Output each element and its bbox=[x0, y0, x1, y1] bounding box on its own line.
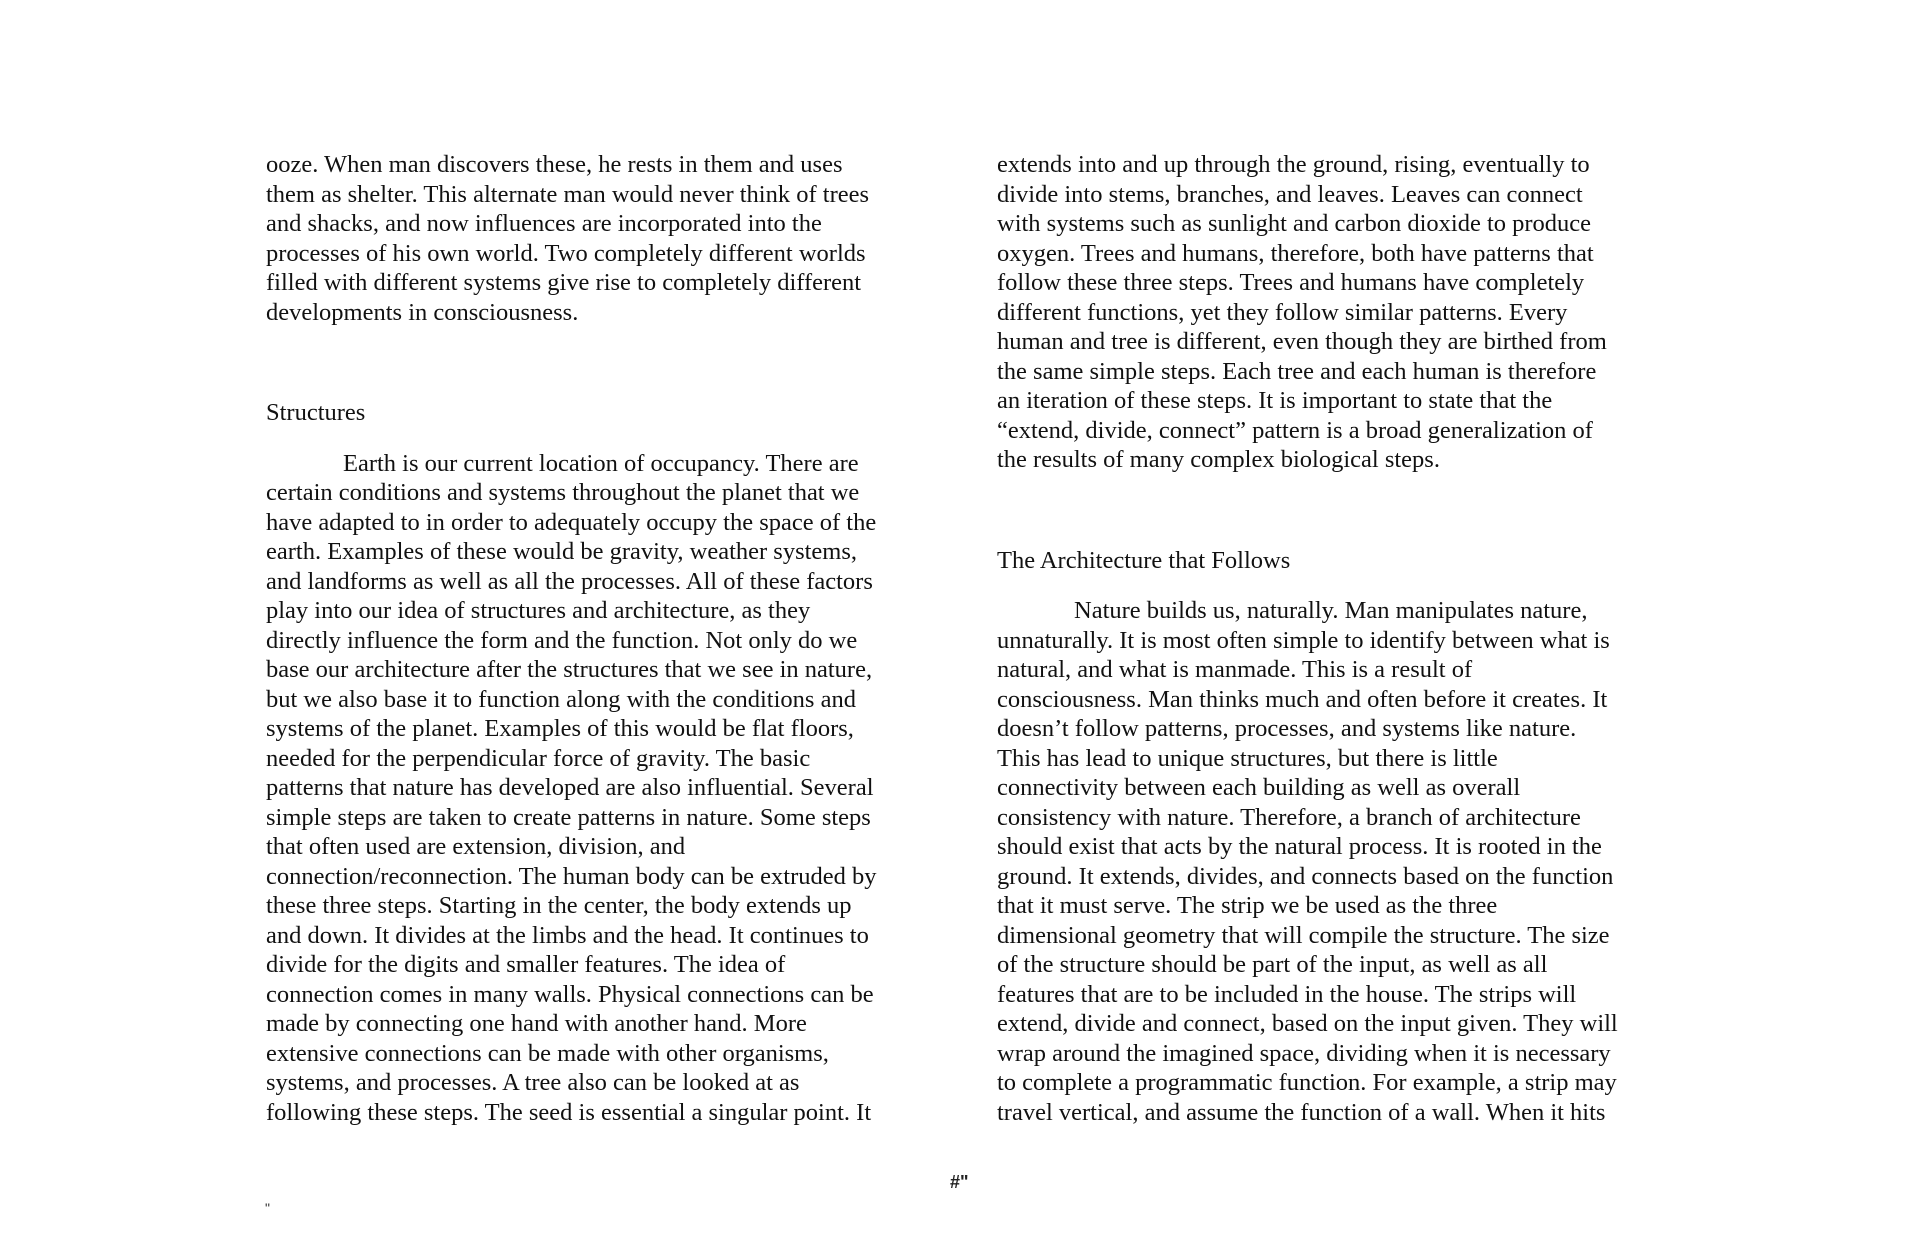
text-line: should exist that acts by the natural process. It is rooted in the bbox=[997, 833, 1602, 860]
text-line: extensive connections can be made with other organisms, bbox=[266, 1039, 829, 1067]
heading-spacer bbox=[266, 428, 916, 449]
structures-body-paragraph bbox=[266, 449, 916, 1128]
text-line: to complete a programmatic function. For example, a strip may bbox=[997, 1069, 1617, 1096]
text-line: wrap around the imagined space, dividing when it is necessary bbox=[997, 1039, 1611, 1067]
text-line: divide into stems, branches, and leaves. Leaves can connect bbox=[997, 180, 1583, 208]
text-line: directly influence the form and the function. Not only do we bbox=[266, 626, 858, 654]
text-line: earth. Examples of these would be gravity, weather systems, bbox=[266, 538, 858, 565]
heading-spacer bbox=[997, 575, 1663, 596]
text-line: patterns that nature has developed are also influential. Several bbox=[266, 774, 874, 801]
text-line: of the structure should be part of the input, as well as all bbox=[997, 951, 1548, 978]
text-line: simple steps are taken to create patterns in nature. Some steps bbox=[266, 803, 871, 831]
text-line: unnaturally. It is most often simple to identify between what is bbox=[997, 626, 1610, 654]
text-line: systems, and processes. A tree also can be looked at as bbox=[266, 1069, 800, 1096]
text-line: connection comes in many walls. Physical connections can be bbox=[266, 980, 874, 1008]
text-line: that it must serve. The strip we be used as the three bbox=[997, 892, 1498, 919]
text-line: features that are to be included in the house. The strips will bbox=[997, 980, 1577, 1008]
text-line: and landforms as well as all the processes. All of these factors bbox=[266, 567, 873, 595]
text-line: base our architecture after the structures that we see in nature, bbox=[266, 656, 873, 683]
architecture-body-paragraph bbox=[997, 596, 1663, 1127]
text-line: consistency with nature. Therefore, a branch of architecture bbox=[997, 803, 1581, 831]
text-line: developments in consciousness. bbox=[266, 298, 579, 326]
text-line: travel vertical, and assume the function of a wall. When it hits bbox=[997, 1098, 1606, 1126]
text-line: that often used are extension, division, and bbox=[266, 833, 686, 860]
text-line: consciousness. Man thinks much and often before it creates. It bbox=[997, 685, 1608, 713]
text-line: connectivity between each building as well as overall bbox=[997, 774, 1521, 801]
text-line: oxygen. Trees and humans, therefore, both have patterns that bbox=[997, 239, 1594, 267]
text-line: certain conditions and systems throughout the planet that we bbox=[266, 479, 860, 506]
section-heading-architecture: The Architecture that Follows bbox=[997, 546, 1291, 574]
paragraph-spacer bbox=[266, 327, 916, 398]
text-line: human and tree is different, even though they are birthed from bbox=[997, 328, 1607, 355]
left-intro-paragraph bbox=[266, 150, 916, 327]
text-line: different functions, yet they follow similar patterns. Every bbox=[997, 298, 1568, 326]
corner-mark: " bbox=[265, 1200, 270, 1216]
text-line: connection/reconnection. The human body can be extruded by bbox=[266, 862, 877, 890]
left-text-column bbox=[266, 150, 916, 1127]
text-line: divide for the digits and smaller features. The idea of bbox=[266, 951, 786, 978]
text-line: following these steps. The seed is essential a singular point. It bbox=[266, 1098, 872, 1126]
right-text-column bbox=[997, 150, 1663, 1127]
text-line: dimensional geometry that will compile the structure. The size bbox=[997, 921, 1610, 949]
text-line: This has lead to unique structures, but there is little bbox=[997, 744, 1498, 772]
text-line: but we also base it to function along with the conditions and bbox=[266, 685, 856, 713]
text-line: extend, divide and connect, based on the input given. They will bbox=[997, 1010, 1618, 1037]
text-line: ooze. When man discovers these, he rests in them and uses bbox=[266, 151, 843, 178]
text-line: them as shelter. This alternate man would never think of trees bbox=[266, 180, 870, 208]
text-line: needed for the perpendicular force of gravity. The basic bbox=[266, 744, 811, 772]
page-number: #" bbox=[950, 1172, 969, 1192]
text-line: have adapted to in order to adequately occupy the space of the bbox=[266, 508, 877, 536]
text-line: systems of the planet. Examples of this would be flat floors, bbox=[266, 715, 854, 742]
right-intro-paragraph bbox=[997, 150, 1663, 475]
text-line: an iteration of these steps. It is important to state that the bbox=[997, 387, 1553, 414]
text-line: made by connecting one hand with another hand. More bbox=[266, 1010, 807, 1037]
text-line: processes of his own world. Two completely different worlds bbox=[266, 239, 866, 267]
text-line: with systems such as sunlight and carbon dioxide to produce bbox=[997, 210, 1592, 237]
paragraph-spacer bbox=[997, 475, 1663, 546]
text-line: and down. It divides at the limbs and the head. It continues to bbox=[266, 921, 869, 949]
text-line: filled with different systems give rise to completely different bbox=[266, 269, 862, 296]
text-line: play into our idea of structures and architecture, as they bbox=[266, 597, 811, 624]
text-line: ground. It extends, divides, and connects based on the function bbox=[997, 862, 1614, 890]
text-line: “extend, divide, connect” pattern is a broad generalization of bbox=[997, 416, 1593, 444]
text-line: extends into and up through the ground, rising, eventually to bbox=[997, 151, 1590, 178]
text-line: Nature builds us, naturally. Man manipulates nature, bbox=[1074, 597, 1588, 624]
text-line: and shacks, and now influences are incorporated into the bbox=[266, 210, 822, 237]
text-line: doesn’t follow patterns, processes, and systems like nature. bbox=[997, 715, 1577, 742]
text-line: natural, and what is manmade. This is a result of bbox=[997, 656, 1473, 683]
text-line: follow these three steps. Trees and humans have completely bbox=[997, 269, 1585, 296]
text-line: the results of many complex biological steps. bbox=[997, 446, 1440, 473]
text-line: Earth is our current location of occupancy. There are bbox=[343, 449, 859, 477]
text-line: the same simple steps. Each tree and each human is therefore bbox=[997, 357, 1597, 385]
text-line: these three steps. Starting in the center, the body extends up bbox=[266, 892, 852, 919]
section-heading-structures: Structures bbox=[266, 399, 366, 426]
